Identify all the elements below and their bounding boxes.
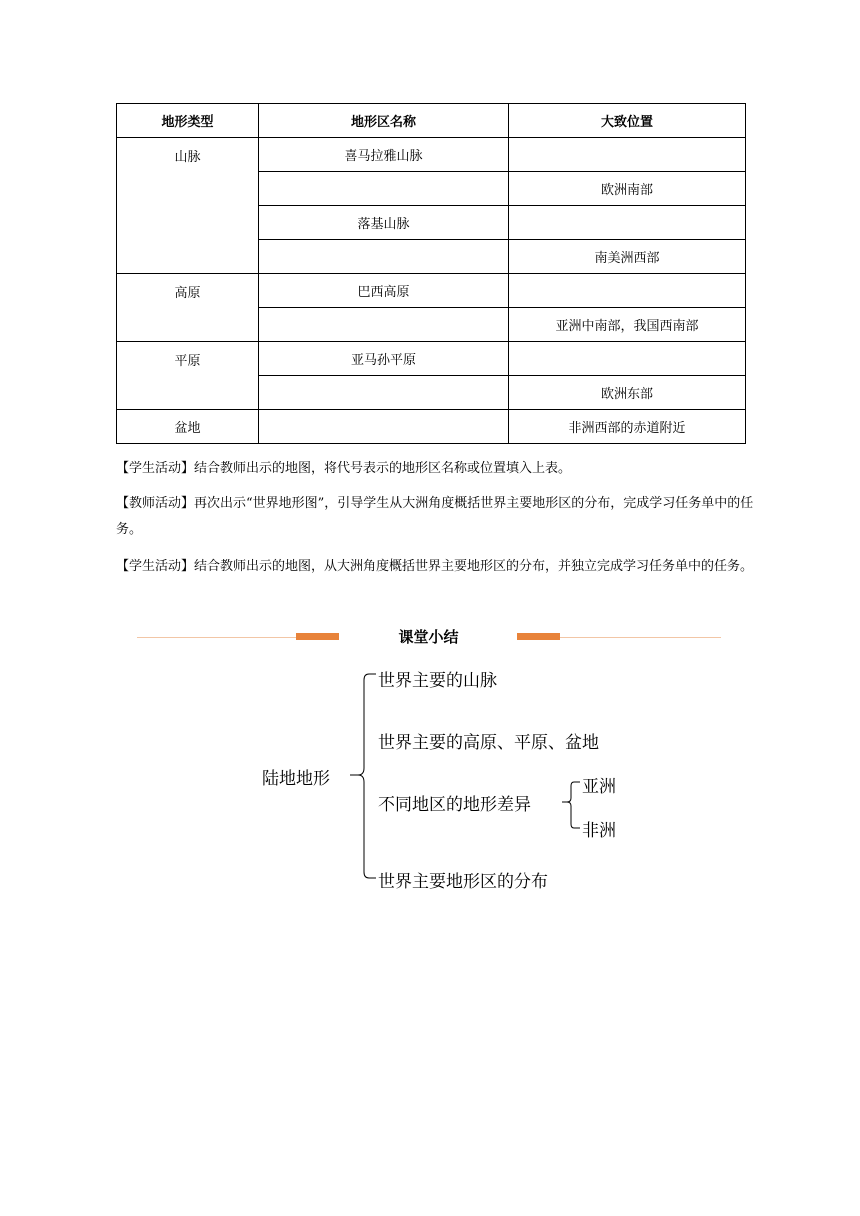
sub-bracket bbox=[562, 782, 580, 828]
mind-map-branch-distribution: 世界主要地形区的分布 bbox=[378, 872, 548, 892]
summary-title: 课堂小结 bbox=[398, 628, 459, 646]
location-cell: 欧洲南部 bbox=[509, 172, 746, 206]
teacher-activity-paragraph: 【教师活动】再次出示“世界地形图”，引导学生从大洲角度概括世界主要地形区的分布，完成学习任务单中的任务。 bbox=[116, 496, 754, 537]
type-cell-mountain: 山脉 bbox=[117, 138, 259, 274]
location-cell: 欧洲东部 bbox=[509, 376, 746, 410]
mind-map-leaf-asia: 亚洲 bbox=[582, 777, 616, 797]
header-name: 地形区名称 bbox=[259, 104, 509, 138]
location-cell: 非洲西部的赤道附近 bbox=[509, 410, 746, 444]
name-cell: 喜马拉雅山脉 bbox=[259, 138, 509, 172]
mind-map-branch-plateaus: 世界主要的高原、平原、盆地 bbox=[378, 733, 599, 753]
location-cell: 南美洲西部 bbox=[509, 240, 746, 274]
type-cell-plateau: 高原 bbox=[117, 274, 259, 342]
name-cell: 巴西高原 bbox=[259, 274, 509, 308]
main-bracket bbox=[350, 674, 376, 878]
name-cell: 亚马孙平原 bbox=[259, 342, 509, 376]
student-activity-paragraph-2: 【学生活动】结合教师出示的地图，从大洲角度概括世界主要地形区的分布，并独立完成学习任务单中的任务。 bbox=[116, 559, 754, 574]
mind-map-branch-mountains: 世界主要的山脉 bbox=[378, 671, 497, 691]
name-cell: 落基山脉 bbox=[259, 206, 509, 240]
header-type: 地形类型 bbox=[117, 104, 259, 138]
type-cell-basin: 盆地 bbox=[117, 410, 259, 444]
header-location: 大致位置 bbox=[509, 104, 746, 138]
mind-map-branch-differences: 不同地区的地形差异 bbox=[378, 795, 531, 815]
type-cell-plain: 平原 bbox=[117, 342, 259, 410]
location-cell: 亚洲中南部，我国西南部 bbox=[509, 308, 746, 342]
mind-map-root: 陆地地形 bbox=[262, 769, 330, 789]
student-activity-paragraph-1: 【学生活动】结合教师出示的地图，将代号表示的地形区名称或位置填入上表。 bbox=[116, 461, 572, 476]
mind-map-leaf-africa: 非洲 bbox=[582, 821, 616, 841]
